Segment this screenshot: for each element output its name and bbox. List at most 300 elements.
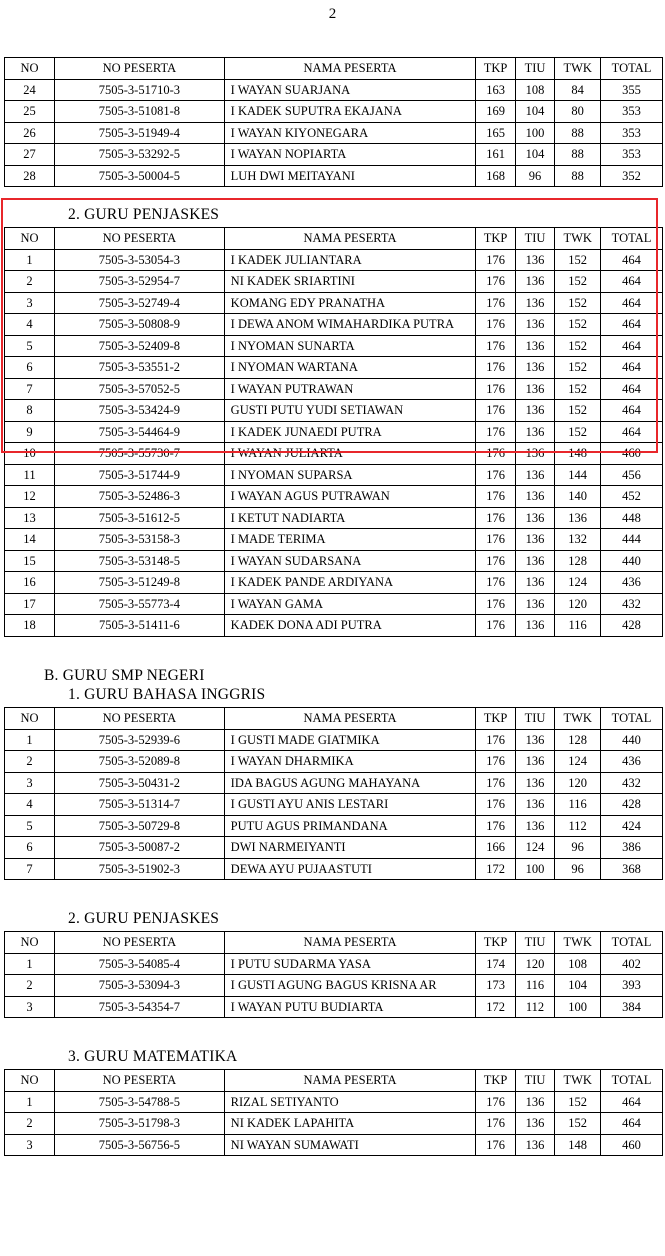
header-col-no: NO (5, 58, 55, 80)
header-col-no-peserta: NO PESERTA (55, 58, 225, 80)
table-bahasa-inggris (4, 707, 663, 880)
col-tiu: 120 (515, 953, 554, 975)
col-no: 18 (5, 615, 55, 637)
col-tkp: 166 (476, 837, 515, 859)
col-no: 3 (5, 772, 55, 794)
col-tkp: 161 (476, 144, 515, 166)
header-col-no: NO (5, 1070, 55, 1092)
col-tiu: 136 (515, 815, 554, 837)
col-tiu: 136 (515, 400, 554, 422)
col-tiu: 136 (515, 550, 554, 572)
col-no: 26 (5, 122, 55, 144)
col-twk: 152 (555, 421, 601, 443)
table-row (5, 292, 663, 314)
table-row (5, 378, 663, 400)
table-header-row (5, 708, 663, 730)
table-row (5, 953, 663, 975)
col-tkp: 176 (476, 751, 515, 773)
col-tkp: 176 (476, 378, 515, 400)
col-no-peserta: 7505-3-53094-3 (55, 975, 225, 997)
table-continued (4, 57, 663, 187)
table-row (5, 837, 663, 859)
col-tiu: 136 (515, 1134, 554, 1156)
col-total: 428 (601, 615, 663, 637)
col-nama-peserta: I NYOMAN SUPARSA (224, 464, 476, 486)
col-no-peserta: 7505-3-51949-4 (55, 122, 225, 144)
col-no: 25 (5, 101, 55, 123)
col-total: 440 (601, 550, 663, 572)
header-col-tkp: TKP (476, 58, 515, 80)
header-col-nama-peserta: NAMA PESERTA (224, 58, 476, 80)
col-no-peserta: 7505-3-52089-8 (55, 751, 225, 773)
col-tiu: 124 (515, 837, 554, 859)
col-no-peserta: 7505-3-51411-6 (55, 615, 225, 637)
col-no-peserta: 7505-3-52409-8 (55, 335, 225, 357)
col-twk: 152 (555, 249, 601, 271)
col-nama-peserta: I DEWA ANOM WIMAHARDIKA PUTRA (224, 314, 476, 336)
header-col-total: TOTAL (601, 932, 663, 954)
table-row (5, 443, 663, 465)
col-tiu: 100 (515, 858, 554, 880)
table-row (5, 772, 663, 794)
header-col-twk: TWK (555, 708, 601, 730)
col-twk: 152 (555, 314, 601, 336)
col-tiu: 136 (515, 615, 554, 637)
table-row (5, 815, 663, 837)
col-no-peserta: 7505-3-51314-7 (55, 794, 225, 816)
col-total: 464 (601, 357, 663, 379)
col-total: 440 (601, 729, 663, 751)
col-nama-peserta: NI KADEK SRIARTINI (224, 271, 476, 293)
col-nama-peserta: I KADEK SUPUTRA EKAJANA (224, 101, 476, 123)
col-nama-peserta: I WAYAN KIYONEGARA (224, 122, 476, 144)
col-tkp: 176 (476, 421, 515, 443)
col-total: 460 (601, 1134, 663, 1156)
col-no-peserta: 7505-3-54788-5 (55, 1091, 225, 1113)
col-twk: 100 (555, 996, 601, 1018)
col-no: 24 (5, 79, 55, 101)
col-total: 355 (601, 79, 663, 101)
table-row (5, 249, 663, 271)
col-tkp: 176 (476, 1113, 515, 1135)
col-tiu: 136 (515, 378, 554, 400)
col-twk: 144 (555, 464, 601, 486)
col-twk: 124 (555, 751, 601, 773)
col-twk: 88 (555, 165, 601, 187)
col-no-peserta: 7505-3-52939-6 (55, 729, 225, 751)
col-no: 2 (5, 975, 55, 997)
col-tiu: 136 (515, 421, 554, 443)
header-col-twk: TWK (555, 228, 601, 250)
table-row (5, 729, 663, 751)
col-no: 14 (5, 529, 55, 551)
section-heading-penjaskes: 2. GURU PENJASKES (68, 206, 220, 223)
col-twk: 88 (555, 144, 601, 166)
col-no: 3 (5, 292, 55, 314)
col-total: 464 (601, 400, 663, 422)
table-row (5, 357, 663, 379)
col-tiu: 136 (515, 249, 554, 271)
header-col-tiu: TIU (515, 708, 554, 730)
col-no: 12 (5, 486, 55, 508)
col-no: 4 (5, 314, 55, 336)
col-tiu: 100 (515, 122, 554, 144)
col-total: 436 (601, 751, 663, 773)
header-col-tiu: TIU (515, 1070, 554, 1092)
header-col-tkp: TKP (476, 708, 515, 730)
col-nama-peserta: KADEK DONA ADI PUTRA (224, 615, 476, 637)
col-tkp: 176 (476, 249, 515, 271)
header-col-twk: TWK (555, 932, 601, 954)
col-twk: 112 (555, 815, 601, 837)
col-tkp: 176 (476, 357, 515, 379)
col-no-peserta: 7505-3-50431-2 (55, 772, 225, 794)
header-col-no-peserta: NO PESERTA (55, 708, 225, 730)
col-no-peserta: 7505-3-53551-2 (55, 357, 225, 379)
col-no-peserta: 7505-3-51081-8 (55, 101, 225, 123)
col-nama-peserta: I KADEK PANDE ARDIYANA (224, 572, 476, 594)
col-total: 444 (601, 529, 663, 551)
col-no-peserta: 7505-3-53158-3 (55, 529, 225, 551)
col-total: 464 (601, 249, 663, 271)
col-tiu: 136 (515, 772, 554, 794)
header-col-tiu: TIU (515, 932, 554, 954)
col-tiu: 136 (515, 794, 554, 816)
col-tiu: 136 (515, 729, 554, 751)
col-nama-peserta: I KADEK JUNAEDI PUTRA (224, 421, 476, 443)
col-no: 2 (5, 271, 55, 293)
col-tiu: 136 (515, 572, 554, 594)
col-nama-peserta: DEWA AYU PUJAASTUTI (224, 858, 476, 880)
col-no: 9 (5, 421, 55, 443)
col-twk: 152 (555, 271, 601, 293)
col-no-peserta: 7505-3-53054-3 (55, 249, 225, 271)
col-no: 1 (5, 953, 55, 975)
col-total: 464 (601, 1113, 663, 1135)
col-no-peserta: 7505-3-51710-3 (55, 79, 225, 101)
col-total: 428 (601, 794, 663, 816)
col-no-peserta: 7505-3-55773-4 (55, 593, 225, 615)
col-twk: 96 (555, 858, 601, 880)
table-row (5, 550, 663, 572)
section-heading-smp-penjaskes: 2. GURU PENJASKES (68, 910, 220, 927)
col-twk: 108 (555, 953, 601, 975)
col-tiu: 108 (515, 79, 554, 101)
col-nama-peserta: I WAYAN DHARMIKA (224, 751, 476, 773)
col-tiu: 136 (515, 1113, 554, 1135)
col-total: 402 (601, 953, 663, 975)
header-col-nama-peserta: NAMA PESERTA (224, 932, 476, 954)
col-tiu: 104 (515, 144, 554, 166)
col-twk: 132 (555, 529, 601, 551)
col-tkp: 176 (476, 507, 515, 529)
col-nama-peserta: DWI NARMEIYANTI (224, 837, 476, 859)
table-matematika (4, 1069, 663, 1156)
col-total: 436 (601, 572, 663, 594)
col-tkp: 176 (476, 615, 515, 637)
col-no-peserta: 7505-3-54464-9 (55, 421, 225, 443)
col-twk: 148 (555, 1134, 601, 1156)
header-col-nama-peserta: NAMA PESERTA (224, 228, 476, 250)
col-nama-peserta: I WAYAN GAMA (224, 593, 476, 615)
col-total: 386 (601, 837, 663, 859)
col-nama-peserta: I NYOMAN SUNARTA (224, 335, 476, 357)
col-no-peserta: 7505-3-50729-8 (55, 815, 225, 837)
col-twk: 152 (555, 400, 601, 422)
col-twk: 84 (555, 79, 601, 101)
col-nama-peserta: I WAYAN NOPIARTA (224, 144, 476, 166)
col-nama-peserta: I MADE TERIMA (224, 529, 476, 551)
col-tiu: 96 (515, 165, 554, 187)
col-no: 1 (5, 249, 55, 271)
col-total: 353 (601, 144, 663, 166)
col-total: 352 (601, 165, 663, 187)
col-twk: 152 (555, 1113, 601, 1135)
col-tiu: 112 (515, 996, 554, 1018)
results-table (4, 57, 663, 187)
col-twk: 104 (555, 975, 601, 997)
col-no-peserta: 7505-3-54354-7 (55, 996, 225, 1018)
col-no-peserta: 7505-3-53424-9 (55, 400, 225, 422)
col-twk: 136 (555, 507, 601, 529)
table-row (5, 858, 663, 880)
col-total: 464 (601, 378, 663, 400)
col-nama-peserta: I GUSTI AGUNG BAGUS KRISNA AR (224, 975, 476, 997)
col-total: 464 (601, 335, 663, 357)
results-table (4, 707, 663, 880)
col-twk: 116 (555, 615, 601, 637)
table-row (5, 464, 663, 486)
header-col-nama-peserta: NAMA PESERTA (224, 708, 476, 730)
col-no: 6 (5, 837, 55, 859)
header-col-tkp: TKP (476, 228, 515, 250)
col-nama-peserta: I WAYAN AGUS PUTRAWAN (224, 486, 476, 508)
col-nama-peserta: RIZAL SETIYANTO (224, 1091, 476, 1113)
table-header-row (5, 932, 663, 954)
col-nama-peserta: IDA BAGUS AGUNG MAHAYANA (224, 772, 476, 794)
col-nama-peserta: LUH DWI MEITAYANI (224, 165, 476, 187)
col-no: 16 (5, 572, 55, 594)
col-tkp: 169 (476, 101, 515, 123)
table-smp-penjaskes (4, 931, 663, 1018)
table-row (5, 1134, 663, 1156)
table-row (5, 593, 663, 615)
col-tiu: 136 (515, 271, 554, 293)
col-total: 464 (601, 1091, 663, 1113)
header-col-twk: TWK (555, 58, 601, 80)
col-tiu: 136 (515, 486, 554, 508)
col-no-peserta: 7505-3-50808-9 (55, 314, 225, 336)
header-col-total: TOTAL (601, 1070, 663, 1092)
col-tkp: 176 (476, 572, 515, 594)
col-no-peserta: 7505-3-53148-5 (55, 550, 225, 572)
col-nama-peserta: GUSTI PUTU YUDI SETIAWAN (224, 400, 476, 422)
header-col-tiu: TIU (515, 58, 554, 80)
col-no-peserta: 7505-3-55730-7 (55, 443, 225, 465)
col-tkp: 176 (476, 400, 515, 422)
col-nama-peserta: I WAYAN SUARJANA (224, 79, 476, 101)
col-no-peserta: 7505-3-51744-9 (55, 464, 225, 486)
col-no-peserta: 7505-3-51612-5 (55, 507, 225, 529)
results-table (4, 1069, 663, 1156)
table-row (5, 1113, 663, 1135)
col-no-peserta: 7505-3-53292-5 (55, 144, 225, 166)
col-tiu: 116 (515, 975, 554, 997)
col-tiu: 136 (515, 335, 554, 357)
table-row (5, 615, 663, 637)
header-col-no-peserta: NO PESERTA (55, 228, 225, 250)
col-no: 13 (5, 507, 55, 529)
col-no: 15 (5, 550, 55, 572)
col-no-peserta: 7505-3-57052-5 (55, 378, 225, 400)
col-no: 2 (5, 1113, 55, 1135)
col-total: 432 (601, 593, 663, 615)
col-no: 27 (5, 144, 55, 166)
col-nama-peserta: KOMANG EDY PRANATHA (224, 292, 476, 314)
section-heading-matematika: 3. GURU MATEMATIKA (68, 1048, 238, 1065)
col-tkp: 176 (476, 314, 515, 336)
header-col-twk: TWK (555, 1070, 601, 1092)
col-twk: 120 (555, 772, 601, 794)
col-total: 464 (601, 421, 663, 443)
section-heading-bahasa-inggris: 1. GURU BAHASA INGGRIS (68, 686, 266, 703)
col-twk: 80 (555, 101, 601, 123)
header-col-nama-peserta: NAMA PESERTA (224, 1070, 476, 1092)
col-no-peserta: 7505-3-51798-3 (55, 1113, 225, 1135)
table-row (5, 751, 663, 773)
table-row (5, 165, 663, 187)
col-nama-peserta: I GUSTI MADE GIATMIKA (224, 729, 476, 751)
col-no: 11 (5, 464, 55, 486)
table-row (5, 314, 663, 336)
col-twk: 128 (555, 729, 601, 751)
col-tkp: 176 (476, 335, 515, 357)
col-tkp: 176 (476, 1134, 515, 1156)
table-row (5, 79, 663, 101)
col-twk: 124 (555, 572, 601, 594)
col-tiu: 104 (515, 101, 554, 123)
col-tkp: 165 (476, 122, 515, 144)
section-heading-smp: B. GURU SMP NEGERI (44, 667, 205, 684)
col-nama-peserta: I PUTU SUDARMA YASA (224, 953, 476, 975)
col-total: 353 (601, 101, 663, 123)
col-nama-peserta: NI WAYAN SUMAWATI (224, 1134, 476, 1156)
col-no: 5 (5, 335, 55, 357)
col-total: 456 (601, 464, 663, 486)
col-total: 432 (601, 772, 663, 794)
col-nama-peserta: I WAYAN JULIARTA (224, 443, 476, 465)
col-tiu: 136 (515, 1091, 554, 1113)
col-twk: 152 (555, 335, 601, 357)
col-tkp: 168 (476, 165, 515, 187)
col-tkp: 176 (476, 794, 515, 816)
col-tiu: 136 (515, 751, 554, 773)
col-no: 7 (5, 378, 55, 400)
table-row (5, 122, 663, 144)
col-tkp: 176 (476, 486, 515, 508)
col-no: 5 (5, 815, 55, 837)
table-row (5, 486, 663, 508)
col-twk: 152 (555, 1091, 601, 1113)
col-nama-peserta: I KETUT NADIARTA (224, 507, 476, 529)
results-table (4, 931, 663, 1018)
col-twk: 88 (555, 122, 601, 144)
col-tkp: 174 (476, 953, 515, 975)
table-row (5, 400, 663, 422)
col-twk: 140 (555, 486, 601, 508)
col-no: 4 (5, 794, 55, 816)
col-tiu: 136 (515, 292, 554, 314)
col-tkp: 176 (476, 271, 515, 293)
col-tkp: 176 (476, 815, 515, 837)
col-tkp: 176 (476, 443, 515, 465)
table-row (5, 1091, 663, 1113)
col-no: 10 (5, 443, 55, 465)
col-tkp: 173 (476, 975, 515, 997)
col-total: 393 (601, 975, 663, 997)
col-nama-peserta: I WAYAN SUDARSANA (224, 550, 476, 572)
col-nama-peserta: I NYOMAN WARTANA (224, 357, 476, 379)
col-tiu: 136 (515, 507, 554, 529)
col-tkp: 163 (476, 79, 515, 101)
table-header-row (5, 1070, 663, 1092)
col-no-peserta: 7505-3-54085-4 (55, 953, 225, 975)
table-penjaskes (4, 227, 663, 637)
col-no-peserta: 7505-3-52954-7 (55, 271, 225, 293)
col-total: 464 (601, 314, 663, 336)
col-total: 368 (601, 858, 663, 880)
header-col-no: NO (5, 228, 55, 250)
col-tkp: 176 (476, 464, 515, 486)
col-no: 2 (5, 751, 55, 773)
col-twk: 128 (555, 550, 601, 572)
header-col-total: TOTAL (601, 708, 663, 730)
table-row (5, 572, 663, 594)
header-col-no: NO (5, 708, 55, 730)
col-tkp: 172 (476, 996, 515, 1018)
col-tkp: 176 (476, 772, 515, 794)
header-col-tiu: TIU (515, 228, 554, 250)
col-no: 3 (5, 996, 55, 1018)
table-header-row (5, 228, 663, 250)
col-no: 8 (5, 400, 55, 422)
col-no: 17 (5, 593, 55, 615)
col-total: 464 (601, 292, 663, 314)
col-tiu: 136 (515, 464, 554, 486)
col-tkp: 176 (476, 529, 515, 551)
col-no-peserta: 7505-3-50087-2 (55, 837, 225, 859)
col-total: 452 (601, 486, 663, 508)
col-no: 6 (5, 357, 55, 379)
page-number: 2 (328, 6, 337, 22)
col-no-peserta: 7505-3-52486-3 (55, 486, 225, 508)
col-no: 7 (5, 858, 55, 880)
col-no-peserta: 7505-3-51249-8 (55, 572, 225, 594)
col-total: 448 (601, 507, 663, 529)
col-tkp: 176 (476, 1091, 515, 1113)
table-row (5, 335, 663, 357)
col-total: 353 (601, 122, 663, 144)
col-no-peserta: 7505-3-56756-5 (55, 1134, 225, 1156)
col-tkp: 176 (476, 292, 515, 314)
header-col-total: TOTAL (601, 228, 663, 250)
col-no: 3 (5, 1134, 55, 1156)
col-no-peserta: 7505-3-51902-3 (55, 858, 225, 880)
col-twk: 152 (555, 357, 601, 379)
col-no: 28 (5, 165, 55, 187)
col-tkp: 176 (476, 593, 515, 615)
col-no-peserta: 7505-3-50004-5 (55, 165, 225, 187)
